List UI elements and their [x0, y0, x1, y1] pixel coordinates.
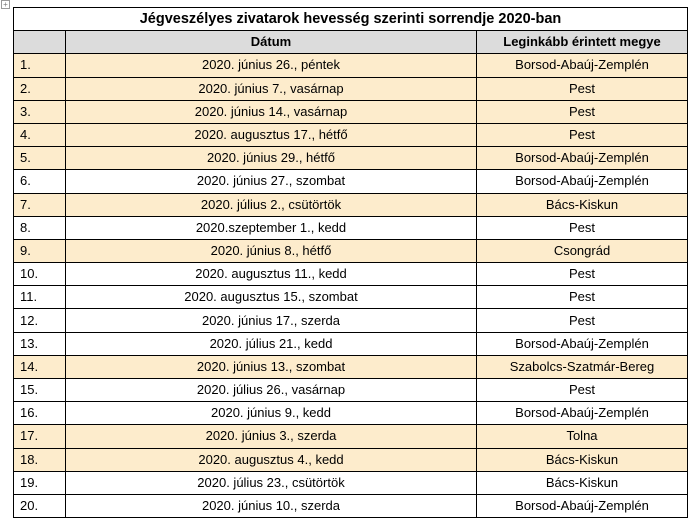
county-cell: Szabolcs-Szatmár-Bereg — [477, 355, 688, 378]
rank-cell: 1. — [14, 54, 66, 77]
rank-cell: 3. — [14, 100, 66, 123]
rank-cell: 13. — [14, 332, 66, 355]
county-cell: Bács-Kiskun — [477, 471, 688, 494]
table-row — [14, 147, 688, 170]
table-row — [14, 379, 688, 402]
rank-cell: 7. — [14, 193, 66, 216]
rank-cell: 17. — [14, 425, 66, 448]
table-row — [14, 54, 688, 77]
date-cell: 2020. június 26., péntek — [66, 54, 477, 77]
date-cell: 2020. július 23., csütörtök — [66, 471, 477, 494]
date-cell: 2020. június 9., kedd — [66, 402, 477, 425]
table-row — [14, 263, 688, 286]
rank-cell: 6. — [14, 170, 66, 193]
table-row — [14, 494, 688, 517]
county-cell: Borsod-Abaúj-Zemplén — [477, 170, 688, 193]
column-header-date: Dátum — [66, 31, 477, 54]
county-cell: Borsod-Abaúj-Zemplén — [477, 494, 688, 517]
rank-cell: 4. — [14, 123, 66, 146]
table-row — [14, 193, 688, 216]
county-cell: Bács-Kiskun — [477, 193, 688, 216]
county-cell: Pest — [477, 77, 688, 100]
table-move-handle-icon[interactable]: + — [1, 0, 10, 9]
table-body — [14, 54, 688, 518]
title-row — [14, 8, 688, 31]
rank-cell: 19. — [14, 471, 66, 494]
date-cell: 2020. június 10., szerda — [66, 494, 477, 517]
date-cell: 2020. július 21., kedd — [66, 332, 477, 355]
hail-storms-table — [13, 7, 688, 518]
table-row — [14, 402, 688, 425]
county-cell: Pest — [477, 100, 688, 123]
rank-cell: 5. — [14, 147, 66, 170]
rank-cell: 16. — [14, 402, 66, 425]
table-row — [14, 471, 688, 494]
date-cell: 2020. június 17., szerda — [66, 309, 477, 332]
county-cell: Borsod-Abaúj-Zemplén — [477, 147, 688, 170]
county-cell: Pest — [477, 123, 688, 146]
table-row — [14, 170, 688, 193]
date-cell: 2020. június 3., szerda — [66, 425, 477, 448]
table-row — [14, 286, 688, 309]
county-cell: Pest — [477, 216, 688, 239]
rank-cell: 14. — [14, 355, 66, 378]
table-row — [14, 77, 688, 100]
rank-cell: 11. — [14, 286, 66, 309]
county-cell: Tolna — [477, 425, 688, 448]
rank-cell: 18. — [14, 448, 66, 471]
table-row — [14, 355, 688, 378]
table-row — [14, 425, 688, 448]
rank-cell: 15. — [14, 379, 66, 402]
table-row — [14, 216, 688, 239]
rank-cell: 8. — [14, 216, 66, 239]
county-cell: Borsod-Abaúj-Zemplén — [477, 402, 688, 425]
date-cell: 2020. június 13., szombat — [66, 355, 477, 378]
date-cell: 2020. június 29., hétfő — [66, 147, 477, 170]
date-cell: 2020. június 7., vasárnap — [66, 77, 477, 100]
date-cell: 2020. június 8., hétfő — [66, 239, 477, 262]
table-row — [14, 123, 688, 146]
table-row — [14, 309, 688, 332]
table-row — [14, 448, 688, 471]
rank-cell: 12. — [14, 309, 66, 332]
table-row — [14, 332, 688, 355]
county-cell: Pest — [477, 286, 688, 309]
date-cell: 2020. július 26., vasárnap — [66, 379, 477, 402]
rank-cell: 10. — [14, 263, 66, 286]
date-cell: 2020. június 14., vasárnap — [66, 100, 477, 123]
rank-cell: 20. — [14, 494, 66, 517]
date-cell: 2020. június 27., szombat — [66, 170, 477, 193]
county-cell: Pest — [477, 379, 688, 402]
date-cell: 2020. augusztus 11., kedd — [66, 263, 477, 286]
table-row — [14, 100, 688, 123]
county-cell: Pest — [477, 309, 688, 332]
rank-cell: 2. — [14, 77, 66, 100]
county-cell: Borsod-Abaúj-Zemplén — [477, 54, 688, 77]
county-cell: Borsod-Abaúj-Zemplén — [477, 332, 688, 355]
date-cell: 2020. augusztus 17., hétfő — [66, 123, 477, 146]
county-cell: Csongrád — [477, 239, 688, 262]
header-row — [14, 31, 688, 54]
table-title: Jégveszélyes zivatarok hevesség szerinti sorrendje 2020-ban — [14, 8, 688, 31]
column-header-rank — [14, 31, 66, 54]
county-cell: Pest — [477, 263, 688, 286]
date-cell: 2020. augusztus 15., szombat — [66, 286, 477, 309]
table-row — [14, 239, 688, 262]
column-header-county: Leginkább érintett megye — [477, 31, 688, 54]
county-cell: Bács-Kiskun — [477, 448, 688, 471]
date-cell: 2020.szeptember 1., kedd — [66, 216, 477, 239]
date-cell: 2020. július 2., csütörtök — [66, 193, 477, 216]
date-cell: 2020. augusztus 4., kedd — [66, 448, 477, 471]
rank-cell: 9. — [14, 239, 66, 262]
